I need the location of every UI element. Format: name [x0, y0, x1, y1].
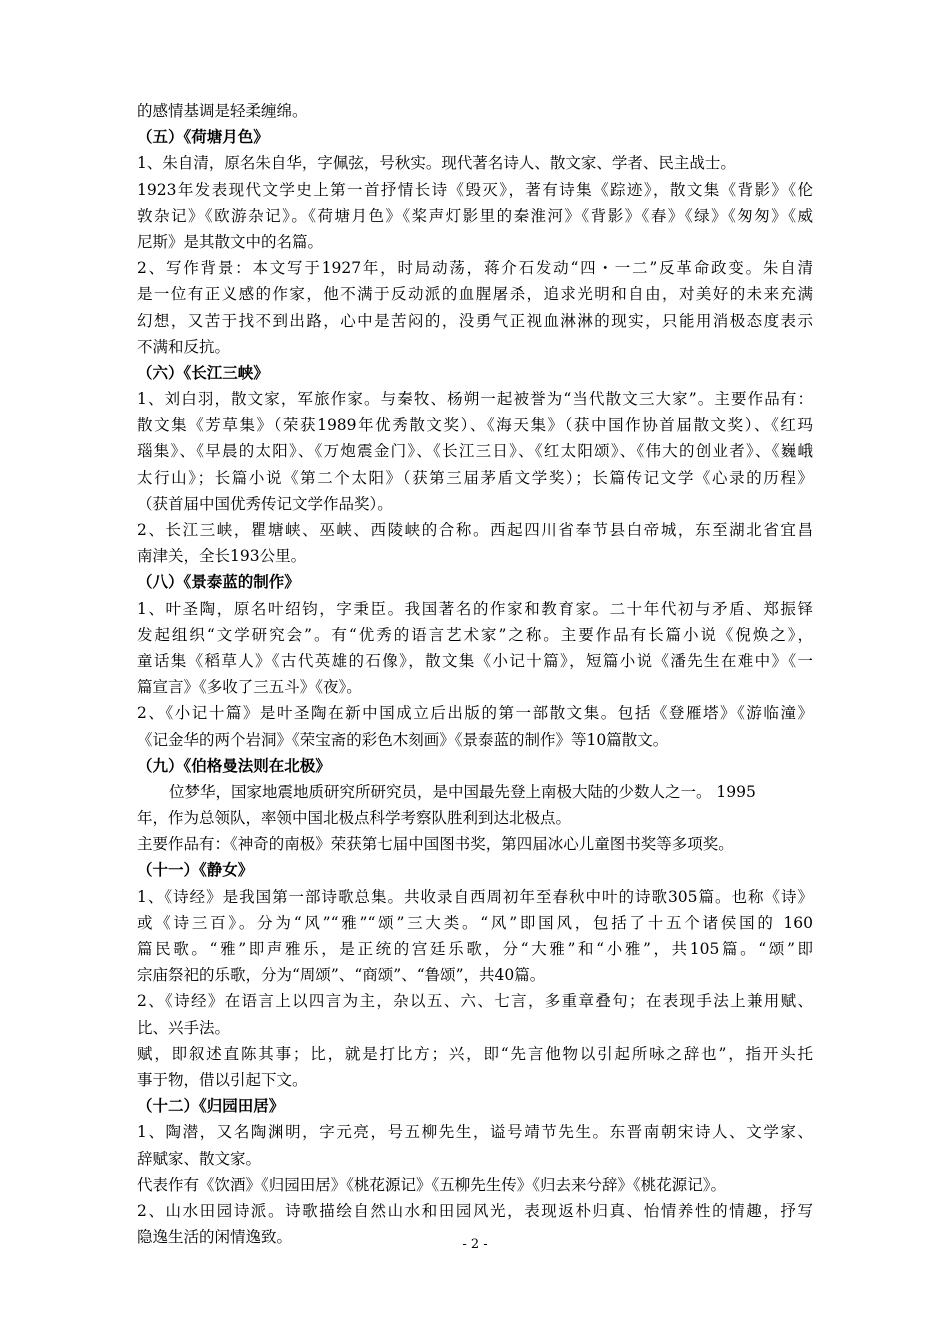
text-line: 2、《诗经》在语言上以四言为主，杂以五、六、七言，多重章叠句；在表现手法上兼用赋、	[137, 992, 813, 1011]
text-line: 敦杂记》《欧游杂记》。《荷塘月色》《桨声灯影里的秦淮河》《背影》《春》《绿》《匆匆》《威	[137, 206, 813, 225]
text-line: 南津关，全长193公里。	[137, 547, 307, 566]
page-body	[137, 98, 813, 1250]
text-line: 幻想，又苦于找不到出路，心中是苦闷的，没勇气正视血淋淋的现实，只能用消极态度表示	[137, 311, 813, 330]
section-heading: （六）《长江三峡》	[137, 362, 269, 382]
text-line: 篇民歌。“雅”即声雅乐，是正统的宫廷乐歌，分“大雅”和“小雅”，共105篇。“颂”即	[137, 940, 813, 958]
page-number: - 2 -	[462, 1237, 488, 1252]
text-line: 2、《小记十篇》是叶圣陶在新中国成立后出版的第一部散文集。包括《登雁塔》《游临潼》	[137, 704, 813, 723]
text-line: 的感情基调是轻柔缠绵。	[137, 102, 308, 120]
text-line: 发起组织“文学研究会”。有“优秀的语言艺术家”之称。主要作品有长篇小说《倪焕之》，	[137, 625, 813, 644]
text-line: 2、长江三峡，瞿塘峡、巫峡、西陵峡的合称。西起四川省奉节县白帝城，东至湖北省宜昌	[137, 521, 813, 539]
text-line: 尼斯》是其散文中的名篇。	[137, 232, 324, 251]
section-heading: （十二）《归园田居》	[137, 1096, 285, 1116]
section-heading: （八）《景泰蓝的制作》	[137, 572, 300, 592]
text-line: 1、刘白羽，散文家，军旅作家。与秦牧、杨朔一起被誉为“当代散文三大家”。主要作品有：	[137, 390, 813, 409]
text-line: 代表作有《饮酒》《归园田居》《桃花源记》《五柳先生传》《归去来兮辞》《桃花源记》。	[137, 1175, 727, 1194]
text-line: 太行山》；长篇小说《第二个太阳》（获第三届茅盾文学奖）；长篇传记文学《心录的历程》	[137, 468, 813, 487]
section-heading: （九）《伯格曼法则在北极》	[137, 755, 331, 775]
text-line: 2、写作背景：本文写于1927年，时局动荡，蒋介石发动“四・一二”反革命政变。朱自清	[137, 259, 813, 278]
text-line: 赋，即叙述直陈其事；比，就是打比方；兴，即“先言他物以引起所咏之辞也”，指开头托	[137, 1044, 813, 1063]
text-line: 1923年发表现代文学史上第一首抒情长诗《毁灭》，著有诗集《踪迹》，散文集《背影》《伦	[137, 180, 813, 199]
text-line: 1、《诗经》是我国第一部诗歌总集。共收录自西周初年至春秋中叶的诗歌305篇。也称《诗》	[137, 887, 813, 906]
text-line: 1、朱自清，原名朱自华，字佩弦，号秋实。现代著名诗人、散文家、学者、民主战士。	[137, 154, 736, 173]
text-line: 或《诗三百》。分为“风”“雅”“颂”三大类。“风”即国风，包括了十五个诸侯国的 160	[137, 913, 813, 932]
text-line: 事于物，借以引起下文。	[137, 1070, 308, 1089]
text-line: 《记金华的两个岩洞》《荣宝斋的彩色木刻画》《景泰蓝的制作》等10篇散文。	[137, 730, 669, 749]
text-line: 年，作为总领队，率领中国北极点科学考察队胜利到达北极点。	[137, 809, 572, 828]
text-line: 是一位有正义感的作家，他不满于反动派的血腥屠杀，追求光明和自由，对美好的未来充满	[137, 285, 813, 304]
section-heading: （五）《荷塘月色》	[137, 127, 269, 147]
text-line: 主要作品有：《神奇的南极》荣获第七届中国图书奖，第四届冰心儿童图书奖等多项奖。	[137, 835, 734, 854]
text-line: （获首届中国优秀传记文学作品奖）。	[137, 494, 393, 513]
text-line: 2、山水田园诗派。诗歌描绘自然山水和田园风光，表现返朴归真、怡情养性的情趣，抒写	[137, 1201, 813, 1220]
text-line: 宗庙祭祀的乐歌，分为“周颂”、“商颂”、“鲁颂”，共40篇。	[137, 966, 546, 985]
text-line: 瑙集》、《早晨的太阳》、《万炮震金门》、《长江三日》、《红太阳颂》、《伟大的创业者》、《巍峨	[137, 442, 813, 461]
text-line: 隐逸生活的闲情逸致。	[137, 1228, 293, 1247]
text-line: 辞赋家、散文家。	[137, 1149, 262, 1168]
text-line: 1、陶潜，又名陶渊明，字元亮，号五柳先生，谥号靖节先生。东晋南朝宋诗人、文学家、	[137, 1123, 813, 1142]
section-heading: （十一）《静女》	[137, 860, 254, 880]
text-line: 不满和反抗。	[137, 337, 231, 356]
text-line: 比、兴手法。	[137, 1018, 231, 1037]
text-line: 1、叶圣陶，原名叶绍钧，字秉臣。我国著名的作家和教育家。二十年代初与矛盾、郑振铎	[137, 599, 813, 618]
text-line: 位梦华，国家地震地质研究所研究员，是中国最先登上南极大陆的少数人之一。 1995	[169, 782, 756, 801]
text-line: 篇宣言》《多收了三五斗》《夜》。	[137, 678, 362, 697]
text-line: 散文集《芳草集》（荣获1989年优秀散文奖）、《海天集》（获中国作协首届散文奖）、《红玛	[137, 416, 813, 435]
text-line: 童话集《稻草人》《古代英雄的石像》，散文集《小记十篇》，短篇小说《潘先生在难中》《一	[137, 651, 813, 670]
